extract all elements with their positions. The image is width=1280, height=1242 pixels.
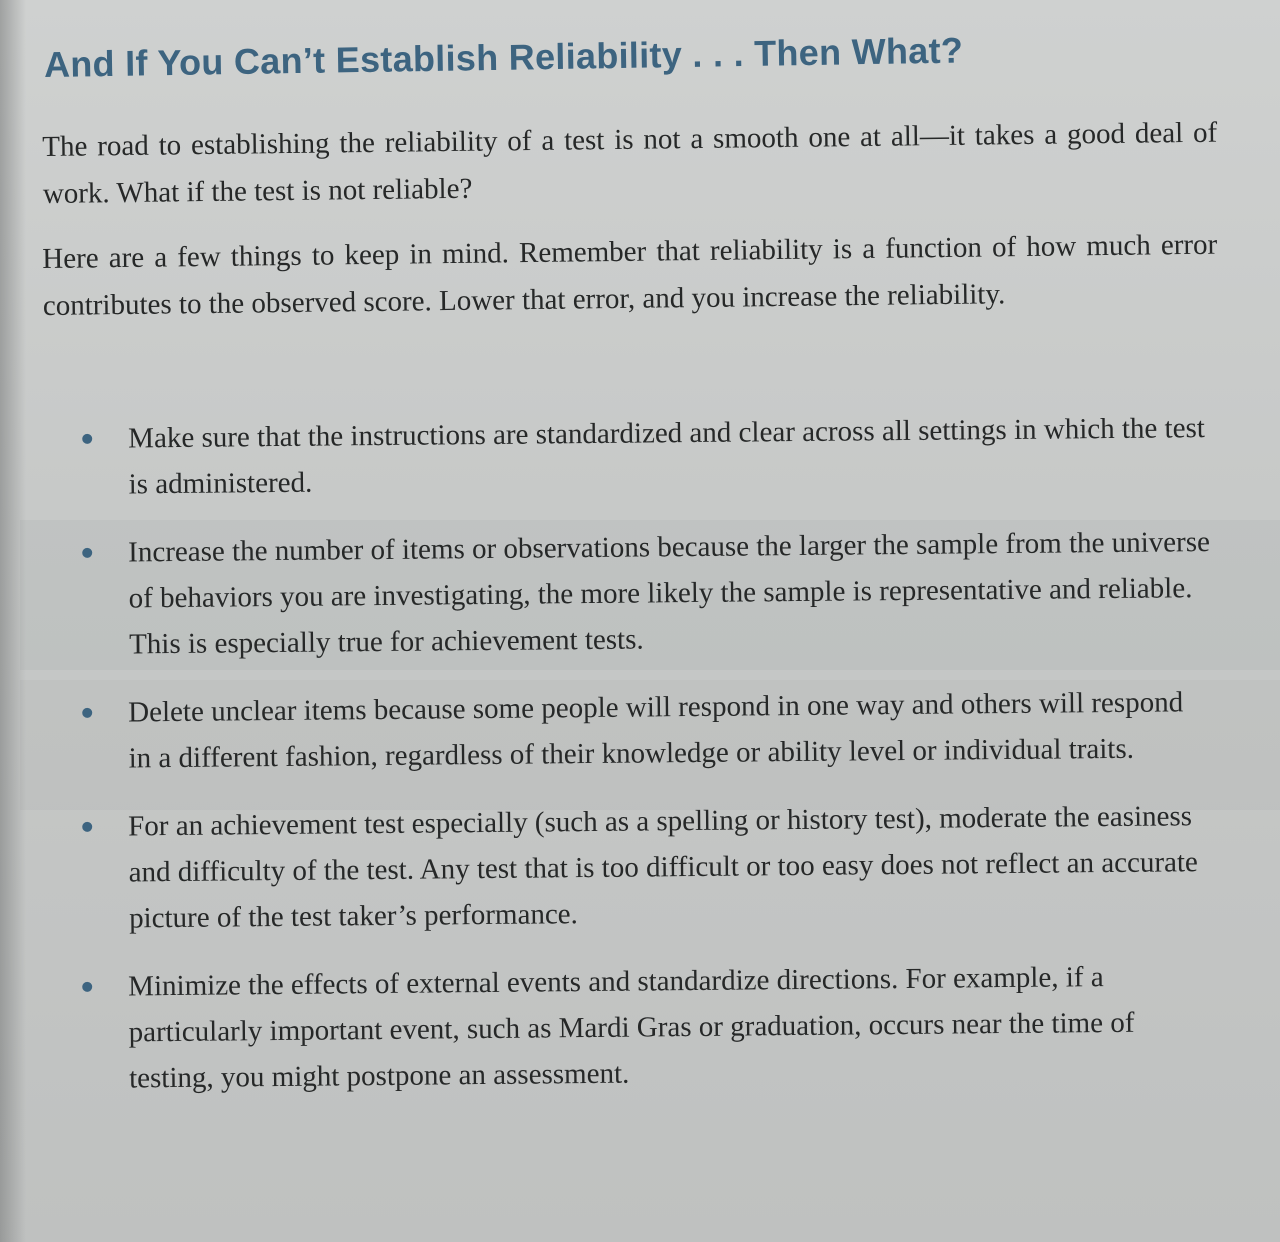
tips-list (70, 412, 1211, 1102)
bullet-dot-icon (82, 822, 92, 832)
list-item-text: Minimize the effects of external events and standardize directions. For example, if a particularly important event, such as Mardi Gras or graduation, occurs near the time of testing, you might postpone an assessment. (128, 961, 1135, 1095)
list-item (70, 953, 1211, 1102)
intro-paragraph: The road to establishing the reliability of a test is not a smooth one at all—it takes a good deal of work. What if the test is not reliable? (42, 116, 1218, 210)
list-item (70, 519, 1211, 668)
reminder-paragraph: Here are a few things to keep in mind. Remember that reliability is a function of how much error contributes to the observed score. Lower that error, and you increase the reliability. (42, 228, 1218, 322)
list-item-text: Increase the number of items or observations because the larger the sample from the universe of behaviors you are investigating, the more likely the sample is representative and reliable. This is especially true for achievement tests. (128, 526, 1211, 661)
list-item (70, 405, 1211, 508)
bullet-dot-icon (82, 982, 92, 992)
list-item (70, 793, 1211, 942)
bullet-dot-icon (82, 708, 92, 718)
list-item-text: Delete unclear items because some people will respond in one way and others will respond in a different fashion, regardless of their knowledge or ability level or individual traits. (128, 686, 1184, 775)
list-item (70, 679, 1211, 782)
bullet-dot-icon (82, 434, 92, 444)
list-item-text: For an achievement test especially (such as a spelling or history test), moderate the easiness and difficulty of the test. Any test that is too difficult or too easy does not reflect an accurate picture of the test taker’s performance. (128, 800, 1198, 935)
bullet-dot-icon (82, 548, 92, 558)
list-item-text: Make sure that the instructions are standardized and clear across all settings in which the test is administered. (128, 412, 1206, 501)
section-heading: And If You Can’t Establish Reliability . . . Then What? (43, 29, 964, 85)
